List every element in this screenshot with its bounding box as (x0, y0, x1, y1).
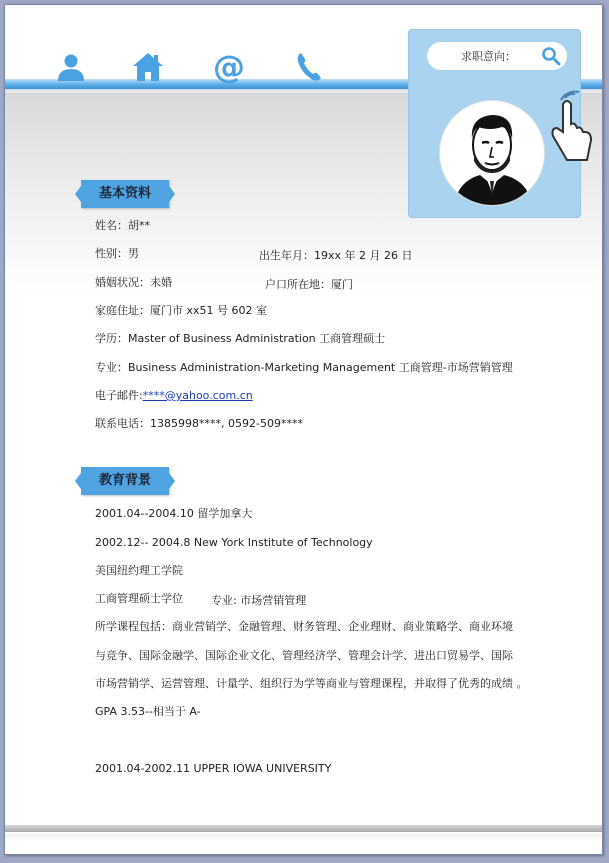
resume-page (4, 4, 603, 855)
job-intention-search[interactable] (427, 42, 567, 70)
avatar (439, 100, 545, 206)
section-education-title: 教育背景 (81, 467, 169, 495)
gpa-line: GPA 3.53--相当于 A- (95, 705, 201, 718)
edu-line-4-major: 专业: 市场营销管理 (211, 594, 307, 607)
section-basic-title: 基本资料 (81, 180, 169, 208)
edu-line-iowa: 2001.04-2002.11 UPPER IOWA UNIVERSITY (95, 762, 332, 775)
search-icon[interactable] (541, 46, 561, 66)
person-icon (53, 49, 89, 85)
hukou-line: 户口所在地：厦门 (265, 278, 353, 291)
education-line: 学历：Master of Business Administration 工商管理硕士 (95, 332, 386, 345)
edu-course-line-1: 所学课程包括：商业营销学、金融管理、财务管理、企业理财、商业策略学、商业环境 (95, 620, 513, 633)
footer-band-shadow (5, 834, 602, 840)
birth-line: 出生年月：19xx 年 2 月 26 日 (259, 249, 413, 262)
profile-panel (408, 29, 581, 218)
edu-course-line-3: 市场营销学、运营管理、计量学、组织行为学等商业与管理课程，并取得了优秀的成绩 。 (95, 677, 528, 690)
svg-text:@: @ (213, 49, 245, 85)
phone-line: 联系电话：1385998****, 0592-509**** (95, 417, 303, 430)
edu-line-2: 2002.12-- 2004.8 New York Institute of Technology (95, 536, 373, 549)
name-line: 姓名：胡** (95, 219, 150, 232)
email-label: 电子邮件: (95, 389, 143, 402)
edu-line-3: 美国纽约理工学院 (95, 564, 183, 577)
search-label: 求职意向： (461, 50, 516, 63)
edu-course-line-2: 与竞争、国际金融学、国际企业文化、管理经济学、管理会计学、进出口贸易学、国际 (95, 649, 513, 662)
gender-line: 性别：男 (95, 247, 139, 260)
home-icon (130, 49, 166, 85)
phone-icon (291, 49, 327, 85)
address-line: 家庭住址：厦门市 xx51 号 602 室 (95, 304, 267, 317)
major-line: 专业：Business Administration-Marketing Management 工商管理-市场营销管理 (95, 361, 513, 374)
marital-line: 婚姻状况：未婚 (95, 276, 172, 289)
email-line (95, 389, 253, 403)
pointing-hand-icon (545, 88, 595, 178)
email-link[interactable]: ****@yahoo.com.cn (142, 389, 253, 402)
at-icon (211, 49, 247, 85)
edu-line-4: 工商管理硕士学位 (95, 592, 183, 605)
footer-band (5, 825, 602, 832)
edu-line-1: 2001.04--2004.10 留学加拿大 (95, 507, 253, 520)
